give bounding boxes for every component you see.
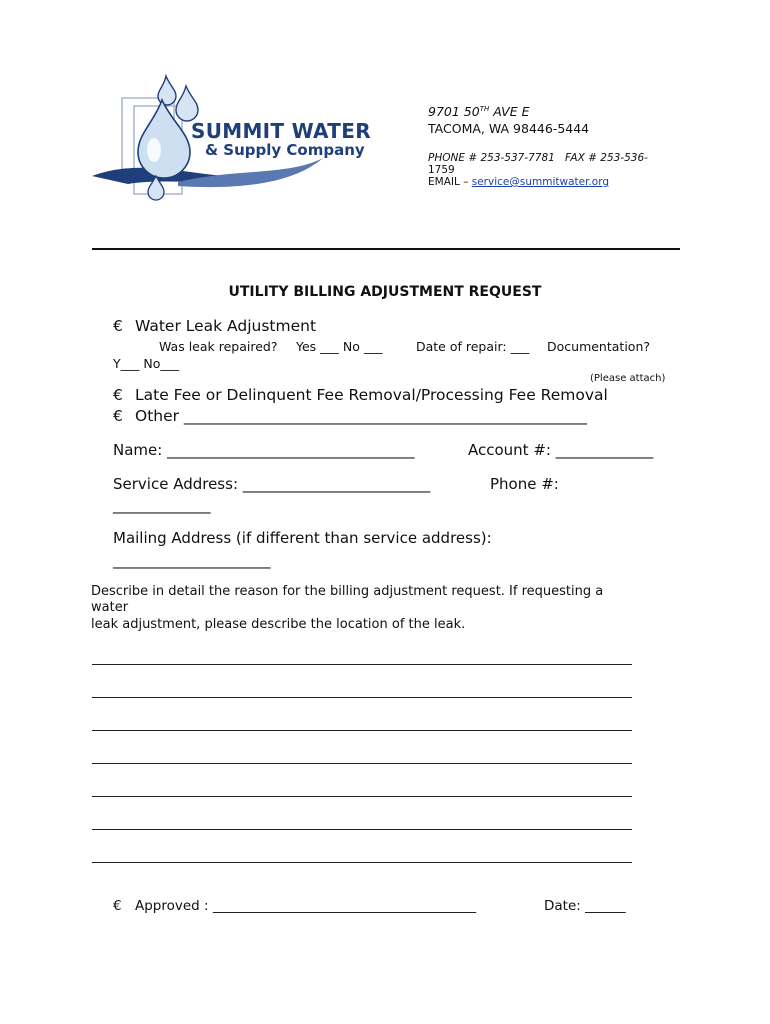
- yes-no-field[interactable]: Yes ___ No ___: [296, 339, 383, 354]
- option-other[interactable]: € Other ____________________________________________________: [113, 407, 587, 425]
- company-logo: [88, 72, 398, 204]
- option-water-leak[interactable]: € Water Leak Adjustment: [113, 317, 317, 335]
- date-of-repair-field[interactable]: Date of repair: ___: [416, 339, 530, 354]
- leak-repaired-label: Was leak repaired?: [159, 339, 278, 354]
- checkbox-glyph-icon: €: [113, 317, 123, 335]
- description-line-2[interactable]: [92, 697, 632, 698]
- logo-line-2: & Supply Company: [205, 141, 365, 159]
- describe-instructions-3: leak adjustment, please describe the location of the leak.: [91, 617, 466, 632]
- service-address-field[interactable]: Service Address: _________________________: [113, 475, 431, 493]
- logo-line-1: SUMMIT WATER: [191, 119, 371, 143]
- description-line-3[interactable]: [92, 730, 632, 731]
- describe-instructions-2: water: [91, 600, 129, 615]
- city-address: TACOMA, WA 98446-5444: [428, 121, 590, 136]
- checkbox-glyph-icon: €: [113, 386, 123, 404]
- account-number-field[interactable]: Account #: _____________: [468, 441, 654, 459]
- logo-wordmark: [191, 120, 371, 159]
- fax-number-cont: 1759: [428, 164, 455, 176]
- fax-number: FAX # 253-536-: [565, 152, 648, 164]
- checkbox-glyph-icon: €: [113, 898, 122, 914]
- description-line-5[interactable]: [92, 796, 632, 797]
- description-line-1[interactable]: [92, 664, 632, 665]
- approved-field[interactable]: € Approved : _______________________________________: [113, 898, 477, 914]
- name-field[interactable]: Name: _________________________________: [113, 441, 415, 459]
- phone-field[interactable]: _____________: [113, 496, 211, 514]
- street-address: 9701 50TH AVE E: [428, 104, 530, 119]
- mailing-address-label: Mailing Address (if different than service address):: [113, 529, 492, 547]
- description-line-4[interactable]: [92, 763, 632, 764]
- phone-field-label: Phone #:: [490, 475, 559, 493]
- documentation-label: Documentation?: [547, 339, 650, 354]
- form-title: UTILITY BILLING ADJUSTMENT REQUEST: [228, 284, 542, 300]
- please-attach-note: (Please attach): [590, 373, 666, 384]
- description-line-6[interactable]: [92, 829, 632, 830]
- header-divider: [92, 248, 680, 250]
- documentation-yn-field[interactable]: Y___ No___: [113, 356, 180, 371]
- checkbox-glyph-icon: €: [113, 407, 123, 425]
- description-line-7[interactable]: [92, 862, 632, 863]
- approved-date-field[interactable]: Date: ______: [544, 898, 626, 914]
- describe-instructions-1: Describe in detail the reason for the billing adjustment request. If requesting a: [91, 584, 604, 599]
- option-late-fee[interactable]: € Late Fee or Delinquent Fee Removal/Processing Fee Removal: [113, 386, 608, 404]
- email-link[interactable]: service@summitwater.org: [471, 176, 609, 188]
- mailing-address-field[interactable]: _____________________: [113, 551, 271, 569]
- phone-number: PHONE # 253-537-7781: [428, 152, 555, 164]
- email-line: EMAIL – service@summitwater.org: [428, 176, 609, 188]
